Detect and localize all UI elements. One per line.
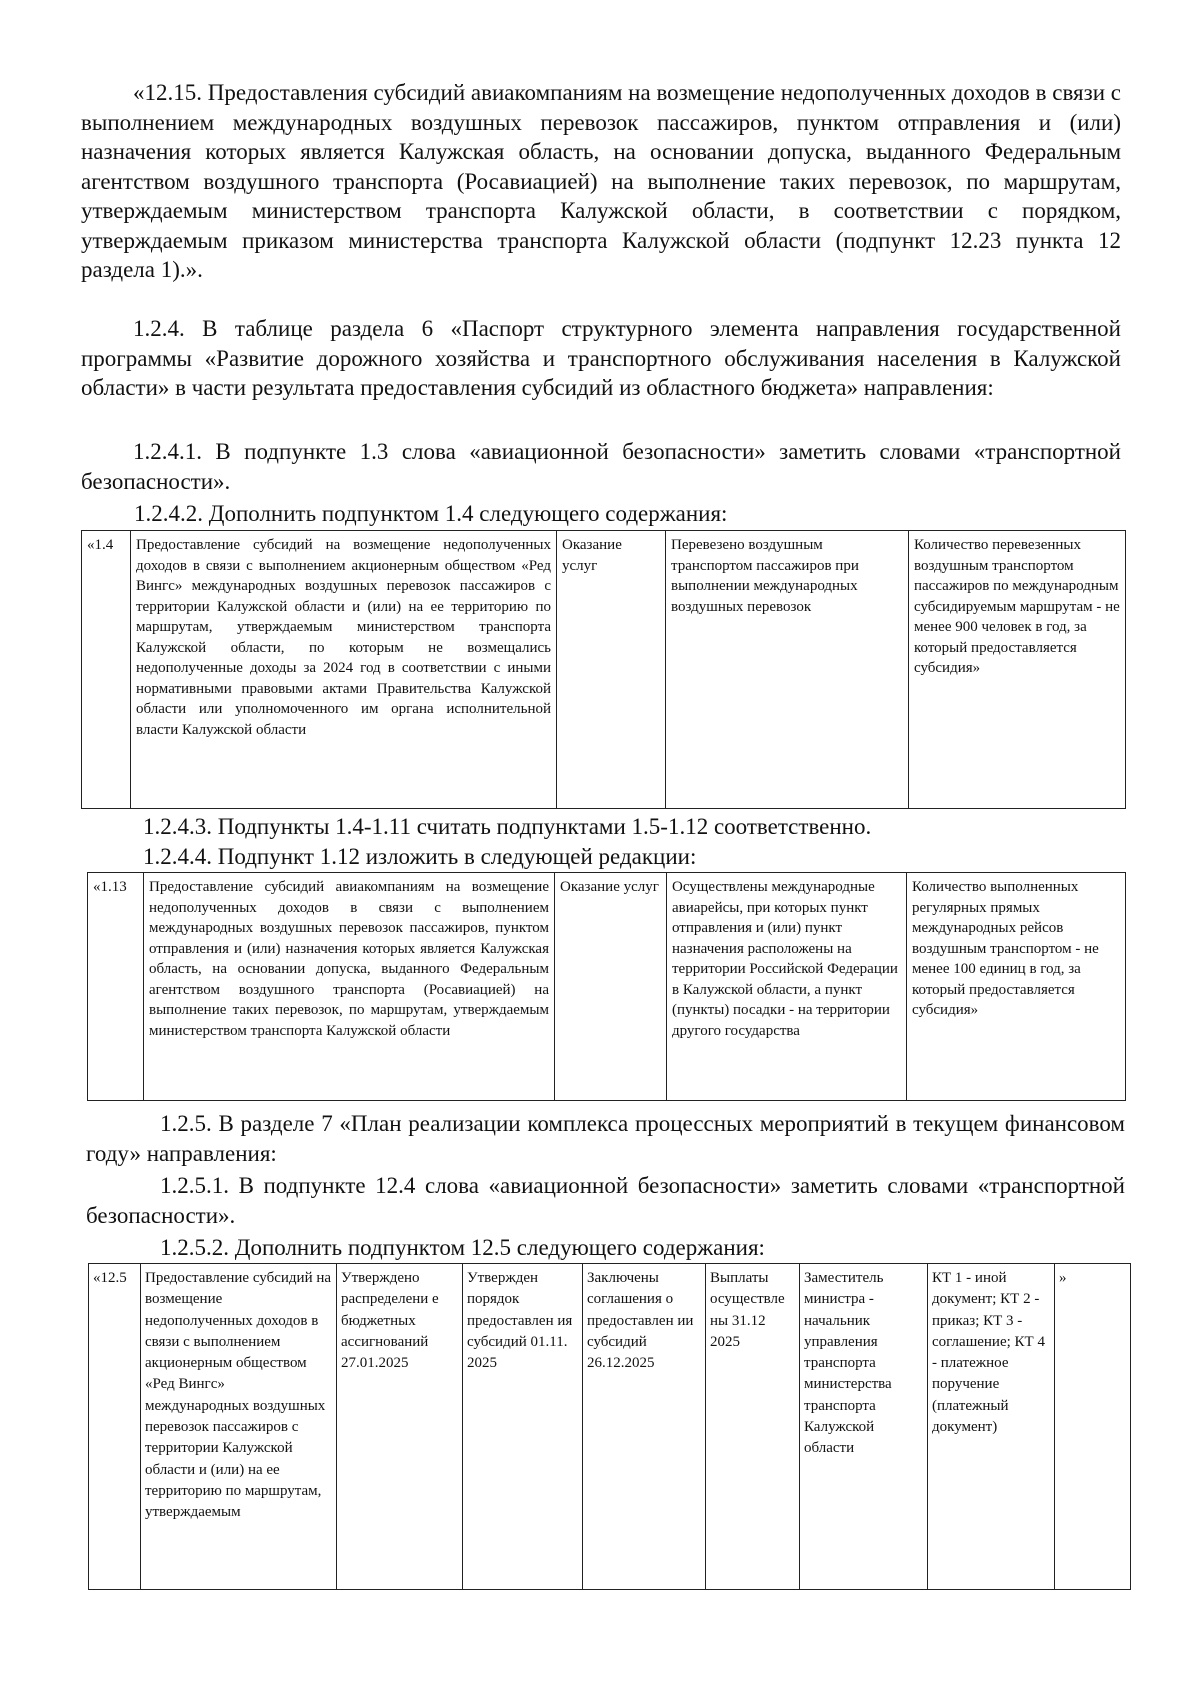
table-subparagraph-12-5 [88, 1263, 1131, 1590]
table-row [88, 873, 1126, 1101]
intro-paragraph-12-15: «12.15. Предоставления субсидий авиакомпаниям на возмещение недополученных доходов в связи с выполнением международных воздушных перевозок пассажиров, пунктом отправления и (или) назначения которых является Калужская область, на основании допуска, выданного Федеральным агентством воздушного транспорта (Росавиацией) на выполнение таких перевозок, по маршрутам, утверждаемым министерством транспорта Калужской области, в соответствии с порядком, утверждаемым приказом министерства транспорта Калужской области (подпункт 12.23 пункта 12 раздела 1).». [81, 80, 1121, 282]
control-point-2: Утвержден порядок предоставлен ия субсидий 01.11. 2025 [463, 1264, 583, 1590]
paragraph-1-2-4: 1.2.4. В таблице раздела 6 «Паспорт структурного элемента направления государственной программы «Развитие дорожного хозяйства и транспортного обслуживания населения в Калужской области» в части результата предоставления субсидий из областного бюджета» направления: [81, 316, 1121, 400]
row-result: Осуществлены международные авиарейсы, при которых пункт отправления и (или) пункт назначения расположены на территории Российской Федерации в Калужской области, а пункт (пункты) посадки - на территории другого государства [667, 873, 907, 1101]
responsible-person: Заместитель министра - начальник управления транспорта министерства транспорта Калужской области [800, 1264, 928, 1590]
paragraph-1-2-4-4: 1.2.4.4. Подпункт 1.12 изложить в следующей редакции: [143, 844, 697, 869]
row-result: Перевезено воздушным транспортом пассажиров при выполнении международных воздушных перевозок [666, 531, 909, 809]
row-description: Предоставление субсидий на возмещение недополученных доходов в связи с выполнением акционерным обществом «Ред Вингс» международных воздушных перевозок пассажиров с территории Калужской области и (или) на ее территорию по маршрутам, утверждаемым министерством транспорта Калужской области, по которым не возмещались недополученные доходы за 2024 год в соответствии с иными нормативными правовыми актами Правительства Калужской области или уполномоченного им органа исполнительной власти Калужской области [131, 531, 557, 809]
closing-quote: » [1055, 1264, 1131, 1590]
row-indicator: Количество выполненных регулярных прямых международных рейсов воздушным транспортом - не менее 100 единиц в год, за который предоставляется субсидия» [907, 873, 1126, 1101]
paragraph-1-2-4-2: 1.2.4.2. Дополнить подпунктом 1.4 следующего содержания: [134, 501, 728, 526]
row-type: Оказание услуг [557, 531, 666, 809]
row-number: «1.13 [88, 873, 144, 1101]
row-number: «12.5 [89, 1264, 141, 1590]
paragraph-1-2-5-2: 1.2.5.2. Дополнить подпунктом 12.5 следующего содержания: [160, 1235, 765, 1260]
paragraph-1-2-4-1: 1.2.4.1. В подпункте 1.3 слова «авиационной безопасности» заметить словами «транспортной безопасности». [81, 439, 1121, 494]
table-subparagraph-1-4 [81, 530, 1126, 809]
table-row [82, 531, 1126, 809]
paragraph-1-2-4-3: 1.2.4.3. Подпункты 1.4-1.11 считать подпунктами 1.5-1.12 соответственно. [143, 814, 872, 839]
paragraph-1-2-5: 1.2.5. В разделе 7 «План реализации комплекса процессных мероприятий в текущем финансовом году» направления: [86, 1111, 1125, 1166]
table-subparagraph-1-13 [87, 872, 1126, 1101]
control-point-1: Утверждено распределени е бюджетных ассигнований 27.01.2025 [337, 1264, 463, 1590]
control-point-4: Выплаты осуществле ны 31.12 2025 [706, 1264, 800, 1590]
row-type: Оказание услуг [555, 873, 667, 1101]
row-description: Предоставление субсидий на возмещение недополученных доходов в связи с выполнением акционерным обществом «Ред Вингс» международных воздушных перевозок пассажиров с территории Калужской области и (или) на ее территорию по маршрутам, утверждаемым [141, 1264, 337, 1590]
control-point-3: Заключены соглашения о предоставлен ии субсидий 26.12.2025 [583, 1264, 706, 1590]
table-row [89, 1264, 1131, 1590]
row-description: Предоставление субсидий авиакомпаниям на возмещение недополученных доходов в связи с выполнением международных воздушных перевозок пассажиров, пунктом отправления и (или) назначения которых является Калужская область, на основании допуска, выданного Федеральным агентством воздушного транспорта (Росавиацией) на выполнение таких перевозок, по маршрутам, утверждаемым министерством транспорта Калужской области [144, 873, 555, 1101]
paragraph-1-2-5-1: 1.2.5.1. В подпункте 12.4 слова «авиационной безопасности» заметить словами «транспортной безопасности». [86, 1173, 1125, 1228]
row-number: «1.4 [82, 531, 131, 809]
confirming-documents: КТ 1 - иной документ; КТ 2 - приказ; КТ 3 - соглашение; КТ 4 - платежное поручение (платежный документ) [928, 1264, 1055, 1590]
row-indicator: Количество перевезенных воздушным транспортом пассажиров по международным субсидируемым маршрутам - не менее 900 человек в год, за который предоставляется субсидия» [909, 531, 1126, 809]
